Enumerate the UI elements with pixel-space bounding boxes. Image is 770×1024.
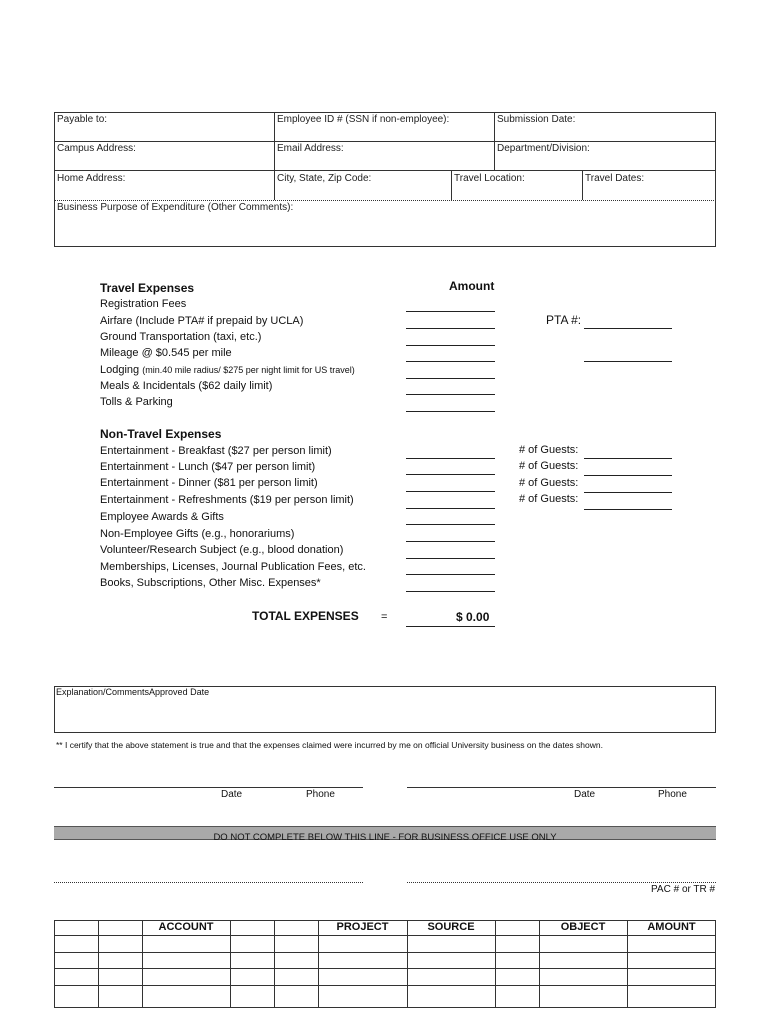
amount-line[interactable] [406, 591, 495, 592]
guests-line[interactable] [584, 458, 672, 459]
amount-line[interactable] [406, 474, 495, 475]
table-col-line [407, 920, 408, 1008]
grid-divider [54, 170, 716, 171]
table-row-line [54, 968, 716, 969]
amount-line[interactable] [406, 361, 495, 362]
non-travel-expenses-title: Non-Travel Expenses [100, 427, 222, 441]
guests-line[interactable] [584, 509, 672, 510]
amount-line[interactable] [406, 328, 495, 329]
table-header-account: ACCOUNT [158, 921, 214, 933]
non-travel-item-volunteer: Volunteer/Research Subject (e.g., blood donation) [100, 544, 344, 556]
total-underline [406, 626, 495, 627]
non-travel-item-gifts: Non-Employee Gifts (e.g., honorariums) [100, 528, 295, 540]
office-use-banner [54, 826, 716, 843]
amount-line[interactable] [406, 394, 495, 395]
table-header-amount: AMOUNT [647, 921, 696, 933]
signature-line-right[interactable] [407, 787, 716, 788]
account-table [54, 920, 716, 1008]
total-value: $ 0.00 [456, 610, 490, 624]
guests-label-dinner: # of Guests: [519, 477, 579, 489]
travel-item-registration: Registration Fees [100, 298, 187, 310]
amount-line[interactable] [406, 491, 495, 492]
guests-label-lunch: # of Guests: [519, 460, 579, 472]
amount-line[interactable] [406, 458, 495, 459]
table-row-line [54, 985, 716, 986]
grid-divider [54, 141, 716, 142]
table-col-line [274, 920, 275, 1008]
table-col-line [627, 920, 628, 1008]
grid-divider [274, 112, 275, 200]
amount-line[interactable] [406, 411, 495, 412]
campus-address-field[interactable]: Campus Address: [57, 143, 136, 154]
pta-line-2[interactable] [584, 361, 672, 362]
travel-item-mileage: Mileage @ $0.545 per mile [100, 347, 232, 359]
lodging-note: (min.40 mile radius/ $275 per night limit for US travel) [142, 365, 355, 375]
certification-text: ** I certify that the above statement is true and that the expenses claimed were incurred by me on official University business on the dates shown. [56, 740, 603, 750]
amount-line[interactable] [406, 508, 495, 509]
non-travel-item-breakfast: Entertainment - Breakfast ($27 per person limit) [100, 445, 332, 457]
travel-dates-field[interactable]: Travel Dates: [585, 173, 645, 184]
grid-divider [54, 200, 716, 201]
comments-label: Explanation/CommentsApproved Date [56, 687, 210, 697]
date-label-right: Date [574, 789, 596, 800]
table-row-line [54, 935, 716, 936]
table-header-object: OBJECT [560, 921, 606, 933]
city-state-zip-field[interactable]: City, State, Zip Code: [277, 173, 372, 184]
amount-line[interactable] [406, 311, 495, 312]
travel-expenses-title: Travel Expenses [100, 281, 195, 295]
amount-line[interactable] [406, 558, 495, 559]
amount-line[interactable] [406, 574, 495, 575]
total-equals: = [381, 611, 388, 623]
email-address-field[interactable]: Email Address: [277, 143, 344, 154]
total-expenses-label: TOTAL EXPENSES [252, 609, 359, 623]
table-col-line [539, 920, 540, 1008]
travel-item-lodging [100, 364, 355, 376]
office-line-left[interactable] [54, 882, 363, 883]
non-travel-item-books: Books, Subscriptions, Other Misc. Expenses* [100, 577, 321, 589]
grid-divider [582, 170, 583, 200]
payable-to-field[interactable]: Payable to: [57, 114, 108, 125]
amount-line[interactable] [406, 524, 495, 525]
table-header-project: PROJECT [336, 921, 389, 933]
guests-line[interactable] [584, 492, 672, 493]
pac-label: PAC # or TR # [651, 884, 716, 895]
home-address-field[interactable]: Home Address: [57, 173, 126, 184]
lodging-label: Lodging [100, 364, 140, 376]
travel-item-ground: Ground Transportation (taxi, etc.) [100, 331, 262, 343]
amount-line[interactable] [406, 378, 495, 379]
pta-label: PTA #: [546, 313, 582, 327]
office-line-right[interactable] [407, 882, 716, 883]
guests-label-refreshments: # of Guests: [519, 493, 579, 505]
travel-item-airfare: Airfare (Include PTA# if prepaid by UCLA) [100, 315, 304, 327]
guests-label-breakfast: # of Guests: [519, 444, 579, 456]
office-use-banner-text: DO NOT COMPLETE BELOW THIS LINE - FOR BUSINESS OFFICE USE ONLY [213, 832, 557, 843]
amount-line[interactable] [406, 541, 495, 542]
amount-header: Amount [449, 279, 495, 293]
date-label-left: Date [221, 789, 243, 800]
pta-line[interactable] [584, 328, 672, 329]
non-travel-item-refreshments: Entertainment - Refreshments ($19 per person limit) [100, 494, 354, 506]
table-col-line [142, 920, 143, 1008]
phone-label-left: Phone [306, 789, 335, 800]
table-row-line [54, 952, 716, 953]
signature-line-left[interactable] [54, 787, 363, 788]
travel-item-tolls: Tolls & Parking [100, 396, 173, 408]
table-col-line [98, 920, 99, 1008]
submission-date-field[interactable]: Submission Date: [497, 114, 576, 125]
grid-divider [494, 112, 495, 170]
table-col-line [495, 920, 496, 1008]
phone-label-right: Phone [658, 789, 687, 800]
non-travel-item-lunch: Entertainment - Lunch ($47 per person limit) [100, 461, 316, 473]
grid-divider [451, 170, 452, 200]
non-travel-item-dinner: Entertainment - Dinner ($81 per person limit) [100, 477, 318, 489]
employee-id-field[interactable]: Employee ID # (SSN if non-employee): [277, 114, 450, 125]
business-purpose-field[interactable]: Business Purpose of Expenditure (Other Comments): [57, 202, 294, 213]
amount-line[interactable] [406, 345, 495, 346]
non-travel-item-memberships: Memberships, Licenses, Journal Publication Fees, etc. [100, 561, 366, 573]
table-col-line [230, 920, 231, 1008]
table-col-line [318, 920, 319, 1008]
non-travel-item-awards: Employee Awards & Gifts [100, 511, 224, 523]
department-field[interactable]: Department/Division: [497, 143, 590, 154]
travel-item-meals: Meals & Incidentals ($62 daily limit) [100, 380, 273, 392]
guests-line[interactable] [584, 475, 672, 476]
travel-location-field[interactable]: Travel Location: [454, 173, 525, 184]
table-header-source: SOURCE [427, 921, 475, 933]
